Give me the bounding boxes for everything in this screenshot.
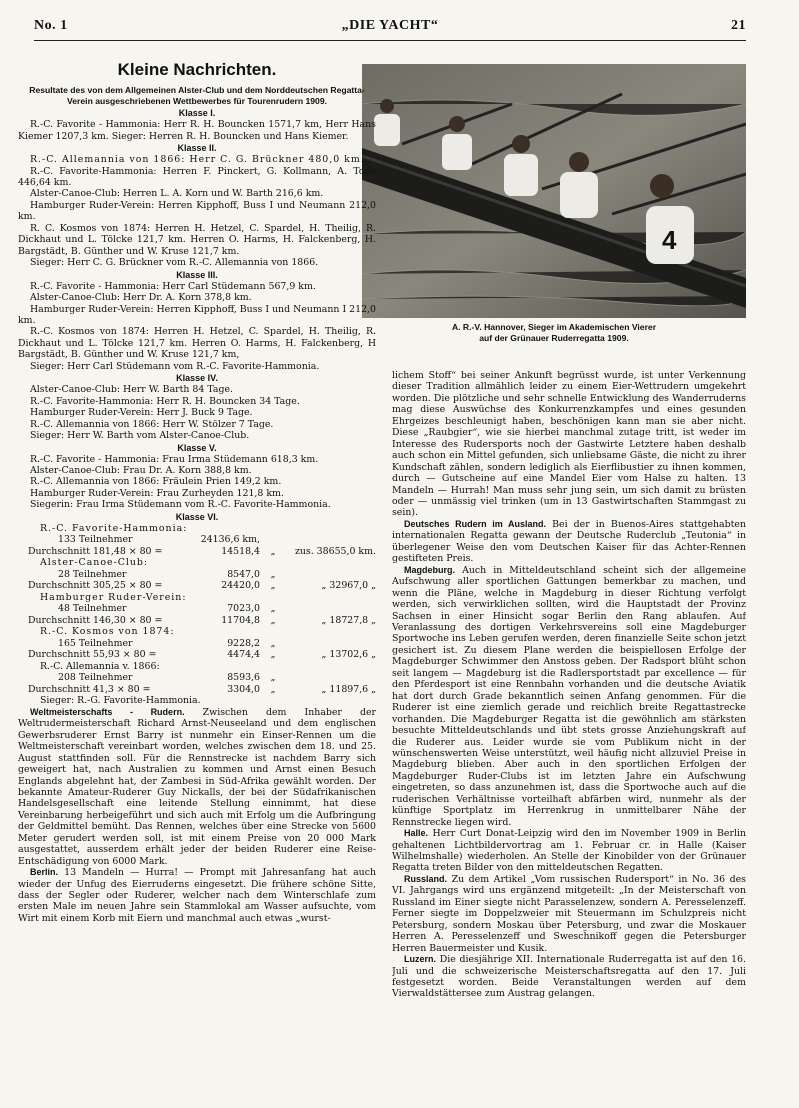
class-heading: Klasse IV. (176, 373, 218, 384)
result-winner: Sieger: R.-G. Favorite-Hammonia. (40, 695, 201, 707)
results-intro: Resultate des von dem Allgemeinen Alster-Club und dem Norddeutschen Regatta-Verein ausgeschriebenen Wettbewerbes für Tourenrudern 1909. (29, 85, 365, 106)
club-name: R.-C. Kosmos von 1874: (40, 626, 175, 638)
journal-title: „DIE YACHT“ (341, 18, 439, 33)
result-entry: Hamburger Ruder-Verein: Frau Zurheyden 121,8 km. (30, 487, 284, 499)
section-title: Kleine Nachrichten. (117, 60, 277, 79)
class-heading: Klasse II. (177, 143, 217, 154)
table-row: Durchschnitt 305,25 × 80 = 24420,0 „ „ 32967,0 „ (28, 580, 376, 592)
result-entry: R.-C. Kosmos von 1874: Herren H. Hetzel, C. Spardel, H. Theilig, R. Dickhaut und L. Tölcke 121,7 km. Herren O. Harms, H. Falckenberg, H Bargstädt, B. Günther und W. Kruse 121,7 km, (18, 326, 376, 361)
table-row: 28 Teilnehmer 8547,0 „ (58, 568, 276, 580)
class-heading: Klasse III. (176, 269, 218, 280)
class-heading: Klasse VI. (175, 511, 219, 522)
article-ausland: Deutsches Rudern im Ausland. Bei der in Buenos-Aires stattgehabten internationalen Regatta gewann der Deutsche Ruderclub „Teutonia“ in überlegener Weise den vom Deutschen Kaiser für das Achter-Rennen gestifteten Preis. (392, 518, 746, 565)
result-entry: Alster-Canoe-Club: Frau Dr. A. Korn 388,8 km. (30, 464, 252, 476)
result-entry: R.-C. Favorite - Hammonia: Frau Irma Stüdemann 618,3 km. (30, 453, 319, 465)
table-row: Durchschnitt 181,48 × 80 = 14518,4 „ zus. 38655,0 km. (28, 545, 376, 557)
result-winner: Sieger: Herr C. G. Brückner vom R.-C. Allemannia von 1866. (30, 257, 319, 269)
table-row: 48 Teilnehmer 7023,0 „ (58, 603, 276, 615)
table-row: 208 Teilnehmer 8593,6 „ (58, 672, 276, 684)
table-row: 165 Teilnehmer 9228,2 „ (58, 637, 276, 649)
caption-line: auf der Grünauer Ruderregatta 1909. (479, 333, 629, 343)
result-winner: Sieger: Herr Carl Stüdemann vom R.-C. Favorite-Hammonia. (30, 360, 320, 372)
result-entry: R.-C. Favorite-Hammonia: Herren F. Pinckert, G. Kollmann, A. Tode 446,64 km. (18, 165, 376, 188)
table-row: Durchschnitt 41,3 × 80 = 3304,0 „ „ 11897,6 „ (28, 683, 376, 695)
class-heading: Klasse I. (178, 108, 216, 119)
class-heading: Klasse V. (177, 442, 217, 453)
table-row: Durchschnitt 55,93 × 80 = 4474,4 „ „ 13702,6 „ (28, 649, 376, 661)
page-header (34, 16, 746, 41)
result-entry: R.-C. Favorite - Hammonia: Herr Carl Stüdemann 567,9 km. (30, 280, 316, 292)
article-russland: Russland. Zu dem Artikel „Vom russischen Rudersport“ in No. 36 des VI. Jahrgangs wird uns ergänzend mitgeteilt: „In der Meisterschaft von Russland im Einer siegte nicht Parasselenzew, sondern A. Peresselenzeff. Ferner siegte im Doppelzweier mit Steuermann im Schulzpreis nicht Petersburg, sondern Moskau über Petersburg, und zwar die Moskauer Herren A. Peresselenzeff und Swesch̃nikoff gegen die Petersburger Herren Bauermeister und Kusik. (392, 873, 746, 954)
result-entry: Alster-Canoe-Club: Herr W. Barth 84 Tage. (30, 384, 233, 396)
result-entry: Hamburger Ruder-Verein: Herren Kipphoff, Buss I und Neumann 212,0 km. (18, 199, 376, 223)
right-column (392, 370, 746, 1098)
result-entry: Alster-Canoe-Club: Herren L. A. Korn und W. Barth 216,6 km. (30, 188, 324, 200)
article-magdeburg: Magdeburg. Auch in Mitteldeutschland scheint sich der allgemeine Aufschwung aller sportlichen Gattungen bemerkbar zu machen, und wenn die Pläne, welche in Magdeburg in dieser Richtung verfolgt werden, sich verwirklichen sollten, wird die Hauptstadt der Provinz Sachsen in einer Hinsicht sogar Berlin den Rang ablaufen. Auf Veranlassung des dortigen Verkehrsvereins soll eine Magdeburger Sportwoche ins Leben gerufen werden, deren finanzielle Seite schon jetzt gesichert ist. Zu diesem Plane werden die beispiellosen Erfolge der Magdeburger Schwimmer den Anstoss geben. Der Radsport blüht schon seit langem — Magdeburg ist die Radlersportstadt par excellence — für den Pferdesport ist eine Rennbahn vorhanden und die deutsche Aviatik hat dort durch Grade bekanntlich seinen Anfang genommen. Für die Ruderer ist eine ziemlich gerade und reichlich breite Regattastrecke vorhanden. Die Magdeburger Regatta ist die gewöhnlich am stärksten besuchte Mitteldeutschlands und übt stets grosse Anziehungskraft auf die Ruderer aus. Leider wurde sie vom Publikum nicht in der wünschenswerten Weise unterstützt, weil häufig nicht allzuviel Preise in Magdeburg blieben. Aber auch in den sportlichen Erfolgen der Magdeburger Ruder-Clubs ist im letzten Jahre ein Aufschwung eingetreten, so dass anzunehmen ist, dass die Sportwoche auch auf die ruderischen Verhältnisse vorteilhaft abfärben wird, nunmehr als der künftige Sportplatz im Herrenkrug in unmittelbarer Nähe der Rennstrecke liegen wird. (392, 564, 746, 828)
article-halle: Halle. Herr Curt Donat-Leipzig wird den im November 1909 in Berlin gehaltenen Lichtbildervortrag am 1. Februar cr. in Halle (Kaiser Wilhelmshalle) wiederholen. An Stelle der Kinobilder von der Grünauer Regatta treten Bilder von den mitteldeutschen Regatten. (392, 828, 746, 874)
issue-number: No. 1 (34, 18, 68, 33)
result-entry: R.-C. Favorite - Hammonia: Herr R. H. Bouncken 1571,7 km, Herr Hans Kiemer 1207,3 km. Sieger: Herren R. H. Bouncken und Hans Kiemer. (18, 119, 376, 142)
rowing-photo (362, 64, 746, 318)
result-winner: Siegerin: Frau Irma Stüdemann vom R.-C. Favorite-Hammonia. (30, 499, 331, 511)
crew-number: 4 (662, 225, 677, 255)
table-row: 133 Teilnehmer 24136,6 km, (58, 534, 260, 546)
left-column (18, 58, 376, 1098)
result-entry: R.-C. Allemannia von 1866: Fräulein Prien 149,2 km. (30, 476, 282, 488)
club-name: Alster-Canoe-Club: (40, 557, 149, 569)
article-weltmeisterschaft: Weltmeisterschafts - Rudern. Zwischen dem Inhaber der Weltrudermeisterschaft Richard Arnst-Neuseeland und dem englischen Gewerbsruderer Ernst Barry ist nunmehr ein Einser-Rennen um die Weltmeisterschaft vereinbart worden, welches zwischen dem 18. und 25. August stattfinden soll. Für die Rennstrecke ist nachdem Barry sich geweigert hat, nach Australien zu kommen und Arnst einen Besuch Englands abgelehnt hat, der Zambesi in Süd-Afrika gewählt worden. Der bekannte Amateur-Ruderer Guy Nickalls, der bei der Südafrikanischen Handelsgesellschaft eine leitende Stellung einnimmt, hat diese Vereinbarung herbeigeführt und sich auch mit Erfolg um die Aufbringung der Geldmittel bemüht. Das Rennen, welches über eine Strecke von 5600 Meter gerudert werden soll, ist mit einem Preise von 20 000 Mark ausgestattet, ausserdem erhält jeder der beiden Ruderer eine Reise-Entschädigung von 6000 Mark. (18, 706, 376, 867)
club-name: R.-C. Allemannia v. 1866: (40, 660, 160, 672)
table-row: Durchschnitt 146,30 × 80 = 11704,8 „ „ 18727,8 „ (28, 614, 376, 626)
result-entry: R.-C. Allemannia von 1866: Herr W. Stölzer 7 Tage. (30, 418, 274, 430)
rowing-photo-illustration (362, 64, 746, 318)
result-entry: R.-C. Allemannia von 1866: Herr C. G. Brückner 480,0 km. (30, 154, 365, 166)
caption-line: A. R.-V. Hannover, Sieger im Akademischen Vierer (451, 322, 657, 332)
article-berlin: Berlin. 13 Mandeln — Hurra! — Prompt mit Jahresanfang hat auch wieder der Unfug des Eierruderns eingesetzt. Die frühere schöne Sitte, dass der Segler oder Ruderer, welcher nach dem Winterschlafe zum ersten Male im neuen Jahre sein Stammlokal am Wasser aufsuchte, vom Wirt mit einem Korb mit Eiern und manchmal auch etwas „wurst- (18, 867, 376, 924)
article-berlin-continued: lichem Stoff“ bei seiner Ankunft begrüsst wurde, ist unter Verkennung dieser Tradition allmählich leider zu einem Eier-Wettrudern umgekehrt worden. Die plötzliche und sehr schnelle Entwicklung des Wanderruderns mag diese Auswüchse des Konkurrenzkampfes und eines gesunden Ehrgeizes beschleunigt haben, beschönigen kann man sie aber nicht. Diese „Raubgier“, wie sie hierbei manchmal zutage tritt, ist weder im Interesse des Rudersports noch der Gastwirte Letztere haben deshalb auch schon ein Mittel gefunden, sich unliebsame Gäste, die nicht zu ihrer Kundschaft zählen, sondern lediglich als Eierflibustier zu ihnen kommen, durch — Gutscheine auf eine Mandel Eier vom Halse zu halten. 13 Mandeln — Hurrah! Man muss sehr jung sein, um sich damit zu brüsten oder — unmässig viel trinken (um in 13 Gastwirtschaften Stammgast zu sein). (392, 370, 746, 519)
article-luzern: Luzern. Die diesjährige XII. Internationale Ruderregatta ist auf den 16. Juli und die schweizerische Meisterschaftsregatta auf den 17. Juli festgesetzt worden. Beide Veranstaltungen werden auf dem Vierwaldstättersee zum Austrag gelangen. (392, 954, 746, 1000)
result-entry: Hamburger Ruder-Verein: Herren Kipphoff, Buss I und Neumann I 212,0 km. (18, 303, 376, 326)
result-entry: R. C. Kosmos von 1874: Herren H. Hetzel, C. Spardel, H. Theilig, R. Dickhaut und L. Tölcke 121,7 km. Herren O. Harms, H. Falckenberg, H. Bargstädt, B. Günther und W. Kruse 121,7 km. (18, 222, 376, 257)
result-entry: Alster-Canoe-Club: Herr Dr. A. Korn 378,8 km. (30, 292, 252, 304)
result-winner: Sieger: Herr W. Barth vom Alster-Canoe-Club. (30, 430, 250, 442)
club-name: R.-C. Favorite-Hammonia: (40, 522, 188, 534)
club-name: Hamburger Ruder-Verein: (40, 591, 187, 603)
class-vi-table (18, 523, 376, 707)
result-entry: Hamburger Ruder-Verein: Herr J. Buck 9 Tage. (30, 407, 253, 419)
page-number: 21 (731, 18, 746, 33)
photo-caption (362, 322, 746, 344)
result-entry: R.-C. Favorite-Hammonia: Herr R. H. Bouncken 34 Tage. (30, 395, 300, 407)
